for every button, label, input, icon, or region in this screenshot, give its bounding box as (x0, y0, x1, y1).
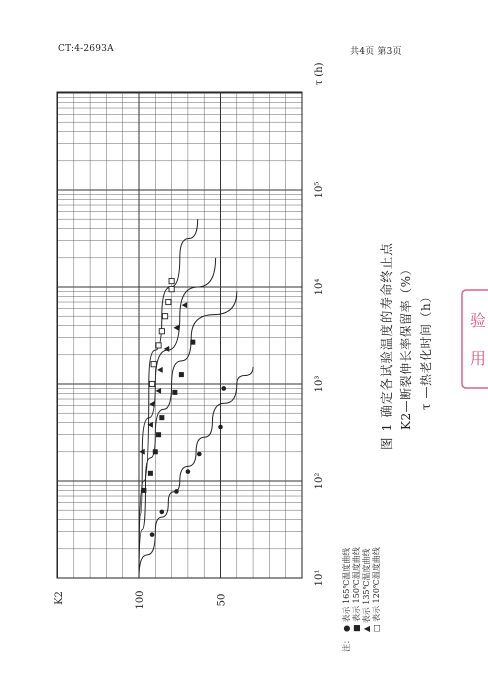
marker-165 (160, 510, 165, 515)
marker-120 (149, 381, 154, 386)
marker-150 (148, 471, 153, 476)
curve-120℃ (139, 219, 198, 578)
marker-165 (197, 452, 202, 457)
marker-165 (218, 425, 223, 430)
marker-120 (166, 299, 171, 304)
tau-definition: τ —热老化时间（h） (419, 290, 433, 410)
marker-150 (159, 415, 164, 420)
marker-165 (150, 532, 155, 537)
stamp-char-1: 验 (470, 311, 487, 330)
legend-135: ▲ 表示 135℃温度曲线 (362, 548, 371, 632)
marker-135 (156, 388, 162, 394)
data-markers (139, 279, 226, 537)
marker-120 (159, 329, 164, 334)
marker-135 (182, 302, 188, 308)
time-tick-label: 10⁴ (314, 278, 325, 296)
marker-120 (151, 362, 156, 367)
curve-165℃ (139, 367, 253, 578)
time-tick-label: 10⁵ (314, 181, 325, 199)
marker-120 (169, 279, 174, 284)
stamp-outline (462, 290, 488, 388)
marker-150 (156, 432, 161, 437)
note-prefix: 注： (342, 636, 351, 652)
marker-135 (157, 367, 163, 373)
marker-150 (190, 340, 195, 345)
k2-definition: K2—断裂伸长率保留率（%） (399, 262, 413, 430)
marker-120 (169, 287, 174, 292)
document-code: CT:4-2693A (58, 44, 114, 54)
k2-tick-label: 100 (135, 590, 146, 610)
k2-tick-label: 50 (216, 593, 228, 607)
k2-axis-title: K2 (54, 591, 65, 605)
legend-165: ● 表示 165℃温度曲线 (342, 547, 351, 632)
figure-title: 图 1 确定各试验温度的寿命终止点 (379, 242, 394, 450)
time-tick-label: 10² (314, 472, 325, 490)
time-axis-title: τ (h) (314, 62, 325, 86)
plot-frame (57, 92, 302, 578)
marker-135 (149, 401, 155, 407)
fit-curves (139, 219, 253, 578)
marker-165 (221, 386, 226, 391)
marker-150 (172, 390, 177, 395)
stamp-char-2: 用 (470, 349, 487, 368)
marker-150 (141, 488, 146, 493)
marker-150 (179, 372, 184, 377)
page-number: 共4页 第3页 (350, 47, 402, 57)
marker-120 (156, 343, 161, 348)
legend-120: □ 表示 120℃温度曲线 (372, 547, 381, 632)
marker-165 (186, 469, 191, 474)
time-tick-label: 10¹ (314, 569, 325, 587)
legend-150: ■ 表示 150℃温度曲线 (352, 547, 361, 632)
time-tick-label: 10³ (314, 375, 325, 393)
chart-grid (57, 92, 302, 578)
marker-165 (174, 489, 179, 494)
marker-120 (162, 314, 167, 319)
marker-150 (153, 449, 158, 454)
